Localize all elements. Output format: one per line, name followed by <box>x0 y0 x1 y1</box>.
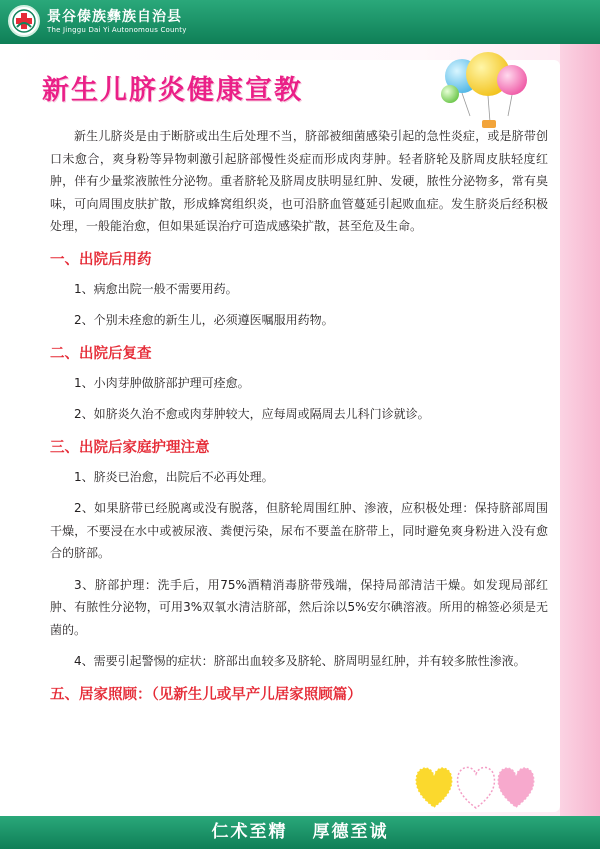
header-bar <box>0 0 600 44</box>
footer-bar <box>0 816 600 849</box>
section-3-item-3: 3、脐部护理：洗手后，用75%酒精消毒脐带残端，保持局部清洁干燥。如发现局部红肿、有脓性分泌物，可用3%双氧水清洁脐部，然后涂以5%安尔碘溶液。所用的棉签必须是无菌的。 <box>50 577 548 637</box>
footer-slogan-1: 仁术至精 <box>211 822 288 842</box>
section-1-item-1: 1、病愈出院一般不需要用药。 <box>74 281 238 296</box>
section-1-item-2: 2、个别未痊愈的新生儿，必须遵医嘱服用药物。 <box>74 313 334 327</box>
section-heading-5: 五、居家照顾：（见新生儿或早产儿居家照顾篇） <box>50 686 362 703</box>
page-title: 新生儿脐炎健康宣教 <box>42 75 303 106</box>
section-3-item-4: 4、需要引起警惕的症状：脐部出血较多及脐轮、脐周明显红肿，并有较多脓性渗液。 <box>74 654 526 668</box>
balloons-icon <box>430 50 540 134</box>
content-body <box>50 125 548 713</box>
county-name-cn: 景谷傣族彝族自治县 <box>47 9 182 25</box>
section-2-item-2: 2、如脐炎久治不愈或肉芽肿较大，应每周或隔周去儿科门诊就诊。 <box>74 407 430 421</box>
intro-paragraph: 新生儿脐炎是由于断脐或出生后处理不当，脐部被细菌感染引起的急性炎症，或是脐带创口未愈合，爽身粉等异物刺激引起脐部慢性炎症而形成肉芽肿。轻者脐轮及脐周皮肤轻度红肿，伴有少量浆液脓性分泌物。重者脐轮及脐周皮肤明显红肿、发硬，脓性分泌物多，常有臭味，可向周围皮肤扩散，形成蜂窝组织炎，也可沿脐血管蔓延引起败血症。发生脐炎后经积极处理，一般能治愈，但如果延误治疗可造成感染扩散，甚至危及生命。 <box>50 129 548 233</box>
section-heading-1: 一、出院后用药 <box>50 251 152 268</box>
footer-slogan-2: 厚德至诚 <box>312 822 389 842</box>
hearts-icon <box>412 760 542 816</box>
hospital-logo-icon <box>8 5 40 37</box>
county-name-en: The Jinggu Dai Yi Autonomous County <box>47 26 187 34</box>
section-heading-2: 二、出院后复查 <box>50 345 152 362</box>
section-heading-3: 三、出院后家庭护理注意 <box>50 439 210 456</box>
section-3-item-2: 2、如果脐带已经脱离或没有脱落，但脐轮周围红肿、渗液，应积极处理：保持脐部周围干燥，不要浸在水中或被尿液、粪便污染，尿布不要盖在脐带上，同时避免爽身粉进入没有愈合的脐部。 <box>50 501 548 560</box>
side-decoration-stripe <box>560 44 600 816</box>
section-3-item-1: 1、脐炎已治愈，出院后不必再处理。 <box>74 469 274 484</box>
section-2-item-1: 1、小肉芽肿做脐部护理可痊愈。 <box>74 375 250 390</box>
